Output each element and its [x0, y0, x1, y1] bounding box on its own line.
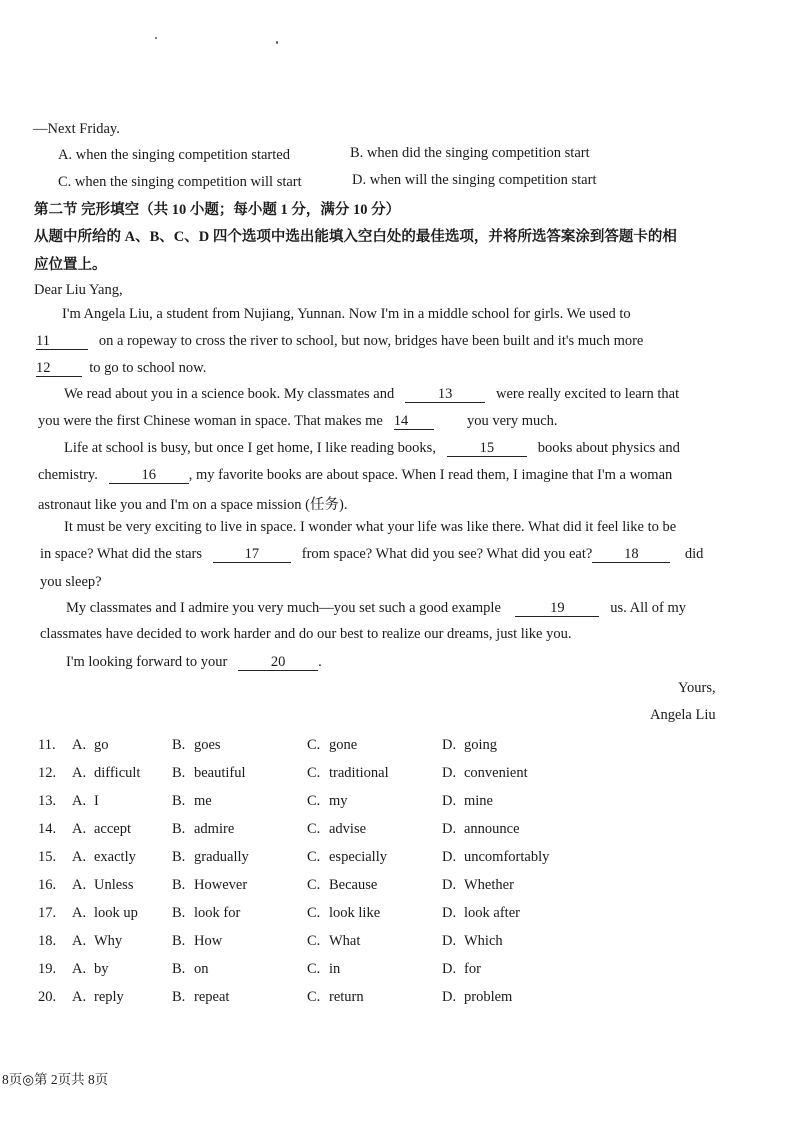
option-letter: A.	[72, 765, 87, 781]
option-b	[172, 905, 240, 922]
option-text: especially	[329, 849, 387, 865]
scan-speck	[155, 37, 157, 39]
option-c	[307, 765, 389, 782]
option-text: exactly	[94, 849, 136, 865]
option-letter: D.	[442, 849, 457, 865]
option-text: Why	[94, 933, 123, 949]
p6-text: I'm looking forward to your	[66, 654, 228, 670]
option-text: beautiful	[194, 765, 246, 781]
option-letter: C.	[307, 821, 321, 837]
option-text: convenient	[464, 765, 528, 781]
p3-line3: astronaut like you and I'm on a space mission (任务).	[38, 497, 348, 513]
option-letter: C.	[307, 877, 321, 893]
option-letter: D.	[442, 765, 457, 781]
p6-line1	[66, 654, 322, 671]
q10-option-b	[350, 145, 590, 162]
option-a	[38, 793, 99, 810]
option-letter: C.	[307, 933, 321, 949]
p2-text: were really excited to learn that	[495, 386, 680, 402]
q10-option-a	[58, 147, 290, 164]
blank-16: 16	[109, 468, 189, 484]
p5-text: us. All of my	[610, 600, 686, 616]
option-b	[172, 989, 229, 1006]
q10-option-d	[352, 172, 596, 189]
option-a	[38, 877, 133, 894]
option-c	[307, 877, 377, 894]
option-letter: A.	[58, 147, 73, 163]
option-text: However	[194, 877, 248, 893]
option-c	[307, 821, 366, 838]
p3-text: Life at school is busy, but once I get home, I like reading books,	[64, 440, 436, 456]
option-letter: D.	[352, 172, 367, 188]
p5-text: My classmates and I admire you very much—you set such a good example	[66, 600, 501, 616]
option-d	[442, 849, 549, 866]
option-b	[172, 933, 222, 950]
option-letter: B.	[172, 905, 186, 921]
p4-text: did	[684, 546, 704, 562]
question-number: 14.	[38, 821, 57, 837]
blank-13: 13	[405, 387, 485, 403]
option-text: reply	[94, 989, 124, 1005]
option-text: admire	[194, 821, 235, 837]
option-a	[38, 905, 138, 922]
option-text: gradually	[194, 849, 249, 865]
option-letter: A.	[72, 905, 87, 921]
option-text: go	[94, 737, 109, 753]
option-text: goes	[194, 737, 221, 753]
option-a	[38, 737, 109, 754]
blank-20: 20	[238, 655, 318, 671]
option-letter: B.	[350, 145, 364, 161]
option-letter: D.	[442, 933, 457, 949]
option-text: me	[194, 793, 212, 809]
scan-speck	[276, 41, 278, 44]
question-number: 18.	[38, 933, 57, 949]
option-letter: A.	[72, 933, 87, 949]
option-letter: A.	[72, 849, 87, 865]
option-a	[38, 821, 131, 838]
p3-text: chemistry.	[38, 467, 98, 483]
option-text: on	[194, 961, 209, 977]
option-letter: B.	[172, 961, 186, 977]
option-d	[442, 737, 497, 754]
p4-line2	[40, 546, 703, 563]
option-letter: D.	[442, 821, 457, 837]
p5-line2: classmates have decided to work harder and do our best to realize our dreams, just like you.	[40, 626, 572, 642]
option-b	[172, 877, 247, 894]
option-letter: B.	[172, 765, 186, 781]
option-text: How	[194, 933, 223, 949]
option-letter: C.	[307, 765, 321, 781]
option-letter: D.	[442, 793, 457, 809]
option-letter: C.	[307, 737, 321, 753]
option-text: look for	[194, 905, 241, 921]
option-text: when the singing competition started	[75, 147, 290, 163]
option-letter: C.	[307, 961, 321, 977]
option-letter: A.	[72, 793, 87, 809]
option-letter: D.	[442, 905, 457, 921]
option-letter: A.	[72, 737, 87, 753]
option-letter: B.	[172, 933, 186, 949]
option-a	[38, 849, 136, 866]
option-text: in	[329, 961, 341, 977]
blank-18: 18	[592, 547, 670, 563]
option-text: What	[329, 933, 361, 949]
option-letter: D.	[442, 989, 457, 1005]
option-letter: B.	[172, 821, 186, 837]
option-letter: D.	[442, 961, 457, 977]
p4-line3: you sleep?	[40, 574, 102, 590]
option-b	[172, 765, 246, 782]
p2-text: you very much.	[466, 413, 558, 429]
option-text: traditional	[329, 765, 389, 781]
option-text: by	[94, 961, 109, 977]
option-text: Whether	[464, 877, 514, 893]
option-text: announce	[464, 821, 520, 837]
option-d	[442, 905, 520, 922]
option-text: I	[94, 793, 99, 809]
p4-text: from space? What did you see? What did you eat?	[301, 546, 593, 562]
option-letter: A.	[72, 989, 87, 1005]
option-text: Unless	[94, 877, 134, 893]
p4-line1: It must be very exciting to live in space. I wonder what your life was like there. What did it feel like to be	[64, 519, 677, 535]
option-text: uncomfortably	[464, 849, 550, 865]
option-d	[442, 765, 528, 782]
option-letter: A.	[72, 961, 87, 977]
option-letter: B.	[172, 793, 186, 809]
option-letter: D.	[442, 877, 457, 893]
option-text: difficult	[94, 765, 141, 781]
option-b	[172, 821, 234, 838]
option-letter: B.	[172, 877, 186, 893]
option-c	[307, 793, 348, 810]
option-letter: C.	[58, 174, 72, 190]
option-text: gone	[329, 737, 358, 753]
option-text: repeat	[194, 989, 230, 1005]
blank-11: 11	[36, 334, 88, 350]
blank-19: 19	[515, 601, 599, 617]
question-number: 12.	[38, 765, 57, 781]
option-c	[307, 737, 357, 754]
option-text: when the singing competition will start	[74, 174, 302, 190]
p3-text: books about physics and	[537, 440, 680, 456]
letter-signature: Angela Liu	[650, 707, 716, 723]
option-a	[38, 989, 124, 1006]
option-text: when will the singing competition start	[369, 172, 597, 188]
option-d	[442, 821, 520, 838]
section-title: 第二节 完形填空（共 10 小题；每小题 1 分，满分 10 分）	[34, 202, 401, 218]
option-letter: B.	[172, 989, 186, 1005]
q10-option-c	[58, 174, 302, 191]
option-b	[172, 849, 249, 866]
p1-line3	[36, 360, 206, 377]
option-b	[172, 961, 209, 978]
option-letter: C.	[307, 905, 321, 921]
blank-15: 15	[447, 441, 527, 457]
option-letter: A.	[72, 821, 87, 837]
option-text: for	[464, 961, 481, 977]
p3-line1	[64, 440, 680, 457]
section-instruction-line2: 应位置上。	[34, 257, 107, 273]
option-letter: C.	[307, 989, 321, 1005]
option-d	[442, 793, 493, 810]
option-text: accept	[94, 821, 132, 837]
p1-line3-text: to go to school now.	[89, 360, 207, 376]
option-letter: A.	[72, 877, 87, 893]
p6-text: .	[318, 654, 322, 670]
p1-line1: I'm Angela Liu, a student from Nujiang, Yunnan. Now I'm in a middle school for girls. We used to	[62, 306, 631, 322]
option-letter: C.	[307, 849, 321, 865]
option-text: when did the singing competition start	[366, 145, 590, 161]
question-number: 17.	[38, 905, 57, 921]
option-text: mine	[464, 793, 493, 809]
question-number: 15.	[38, 849, 57, 865]
option-a	[38, 961, 109, 978]
option-d	[442, 877, 514, 894]
p4-text: in space? What did the stars	[40, 546, 202, 562]
option-d	[442, 989, 512, 1006]
q10-answer-line: —Next Friday.	[33, 121, 120, 137]
p5-line1	[66, 600, 686, 617]
p1-line2	[36, 333, 643, 350]
p3-line2	[38, 467, 672, 484]
letter-greeting: Dear Liu Yang,	[34, 282, 123, 298]
p2-line2	[38, 413, 558, 430]
option-text: look up	[94, 905, 138, 921]
option-c	[307, 905, 380, 922]
p2-line1	[64, 386, 679, 403]
option-c	[307, 933, 360, 950]
question-number: 19.	[38, 961, 57, 977]
blank-17: 17	[213, 547, 291, 563]
question-number: 20.	[38, 989, 57, 1005]
option-text: Because	[329, 877, 378, 893]
option-text: Which	[464, 933, 503, 949]
option-b	[172, 793, 212, 810]
p2-text: We read about you in a science book. My classmates and	[64, 386, 395, 402]
option-d	[442, 961, 481, 978]
option-text: my	[329, 793, 348, 809]
page-footer: 8页◎第 2页共 8页	[2, 1072, 109, 1087]
question-number: 13.	[38, 793, 57, 809]
p3-text: , my favorite books are about space. When I read them, I imagine that I'm a woman	[188, 467, 673, 483]
letter-closing: Yours,	[678, 680, 716, 696]
option-text: problem	[464, 989, 513, 1005]
option-text: look after	[464, 905, 520, 921]
option-b	[172, 737, 221, 754]
option-text: advise	[329, 821, 367, 837]
p1-line2-text: on a ropeway to cross the river to school, but now, bridges have been built and it's much more	[98, 333, 644, 349]
option-c	[307, 989, 364, 1006]
option-a	[38, 765, 140, 782]
option-letter: B.	[172, 737, 186, 753]
question-number: 11.	[38, 737, 56, 753]
option-c	[307, 849, 387, 866]
option-letter: C.	[307, 793, 321, 809]
option-c	[307, 961, 340, 978]
option-text: look like	[329, 905, 381, 921]
option-text: going	[464, 737, 498, 753]
option-text: return	[329, 989, 364, 1005]
option-letter: D.	[442, 737, 457, 753]
question-number: 16.	[38, 877, 57, 893]
option-letter: B.	[172, 849, 186, 865]
blank-12: 12	[36, 361, 82, 377]
option-d	[442, 933, 503, 950]
option-a	[38, 933, 122, 950]
section-instruction-line1: 从题中所给的 A、B、C、D 四个选项中选出能填入空白处的最佳选项，并将所选答案涂到答题卡的相	[34, 229, 677, 245]
blank-14: 14	[394, 414, 434, 430]
p2-text: you were the first Chinese woman in space. That makes me	[38, 413, 383, 429]
